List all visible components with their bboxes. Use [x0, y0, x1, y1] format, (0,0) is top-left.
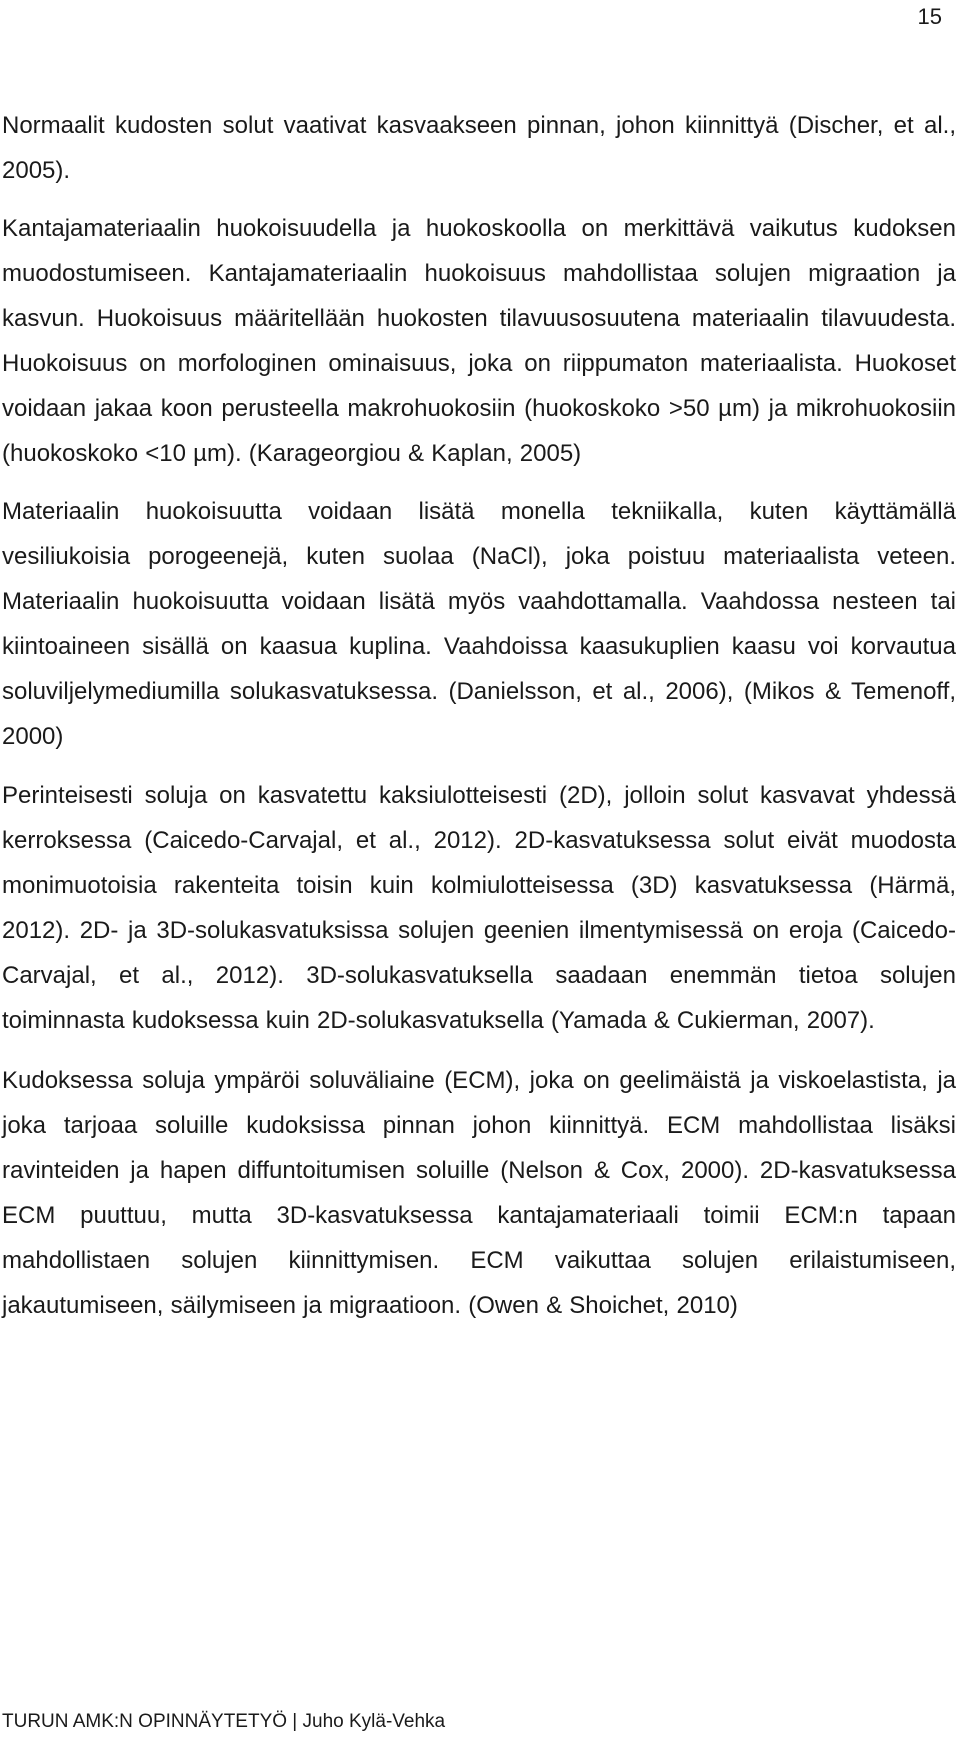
- paragraph-porosity: Kantajamateriaalin huokoisuudella ja huokoskoolla on merkittävä vaikutus kudoksen muodostumiseen. Kantajamateriaalin huokoisuus mahdollistaa solujen migraation ja kasvun. Huokoisuus määritellään huokosten tilavuusosuutena materiaalin tilavuudesta. Huokoisuus on morfologinen ominaisuus, joka on riippumaton materiaalista. Huokoset voidaan jakaa koon perusteella makrohuokosiin (huokoskoko >50 µm) ja mikrohuokosiin (huokoskoko <10 µm). (Karageorgiou & Kaplan, 2005): [2, 215, 956, 467]
- paragraph-cell-attachment: Normaalit kudosten solut vaativat kasvaakseen pinnan, johon kiinnittyä (Discher, et al., 2005).: [2, 112, 956, 184]
- paragraph-ecm: Kudoksessa soluja ympäröi soluväliaine (ECM), joka on geelimäistä ja viskoelastista, ja joka tarjoaa soluille kudoksissa pinnan johon kiinnittyä. ECM mahdollistaa lisäksi ravinteiden ja hapen diffuntoitumisen soluille (Nelson & Cox, 2000). 2D-kasvatuksessa ECM puuttuu, mutta 3D-kasvatuksessa kantajamateriaali toimii ECM:n tapaan mahdollistaen solujen kiinnittymisen. ECM vaikuttaa solujen erilaistumiseen, jakautumiseen, säilymiseen ja migraatioon. (Owen & Shoichet, 2010): [2, 1067, 956, 1319]
- body-text: [2, 103, 956, 1328]
- paragraph-porosity-methods: Materiaalin huokoisuutta voidaan lisätä monella tekniikalla, kuten käyttämällä vesiliukoisia porogeenejä, kuten suolaa (NaCl), joka poistuu materiaalista veteen. Materiaalin huokoisuutta voidaan lisätä myös vaahdottamalla. Vaahdossa nesteen tai kiintoaineen sisällä on kaasua kuplina. Vaahdoissa kaasukuplien kaasu voi korvautua soluviljelymediumilla solukasvatuksessa. (Danielsson, et al., 2006), (Mikos & Temenoff, 2000): [2, 498, 956, 750]
- paragraph-2d-3d-culture: Perinteisesti soluja on kasvatettu kaksiulotteisesti (2D), jolloin solut kasvavat yhdessä kerroksessa (Caicedo-Carvajal, et al., 2012). 2D-kasvatuksessa solut eivät muodosta monimuotoisia rakenteita toisin kuin kolmiulotteisessa (3D) kasvatuksessa (Härmä, 2012). 2D- ja 3D-solukasvatuksissa solujen geenien ilmentymisessä on eroja (Caicedo-Carvajal, et al., 2012). 3D-solukasvatuksella saadaan enemmän tietoa solujen toiminnasta kudoksessa kuin 2D-solukasvatuksella (Yamada & Cukierman, 2007).: [2, 782, 956, 1034]
- page-number: 15: [917, 4, 942, 29]
- page-footer: TURUN AMK:N OPINNÄYTETYÖ | Juho Kylä-Vehka: [2, 1711, 446, 1732]
